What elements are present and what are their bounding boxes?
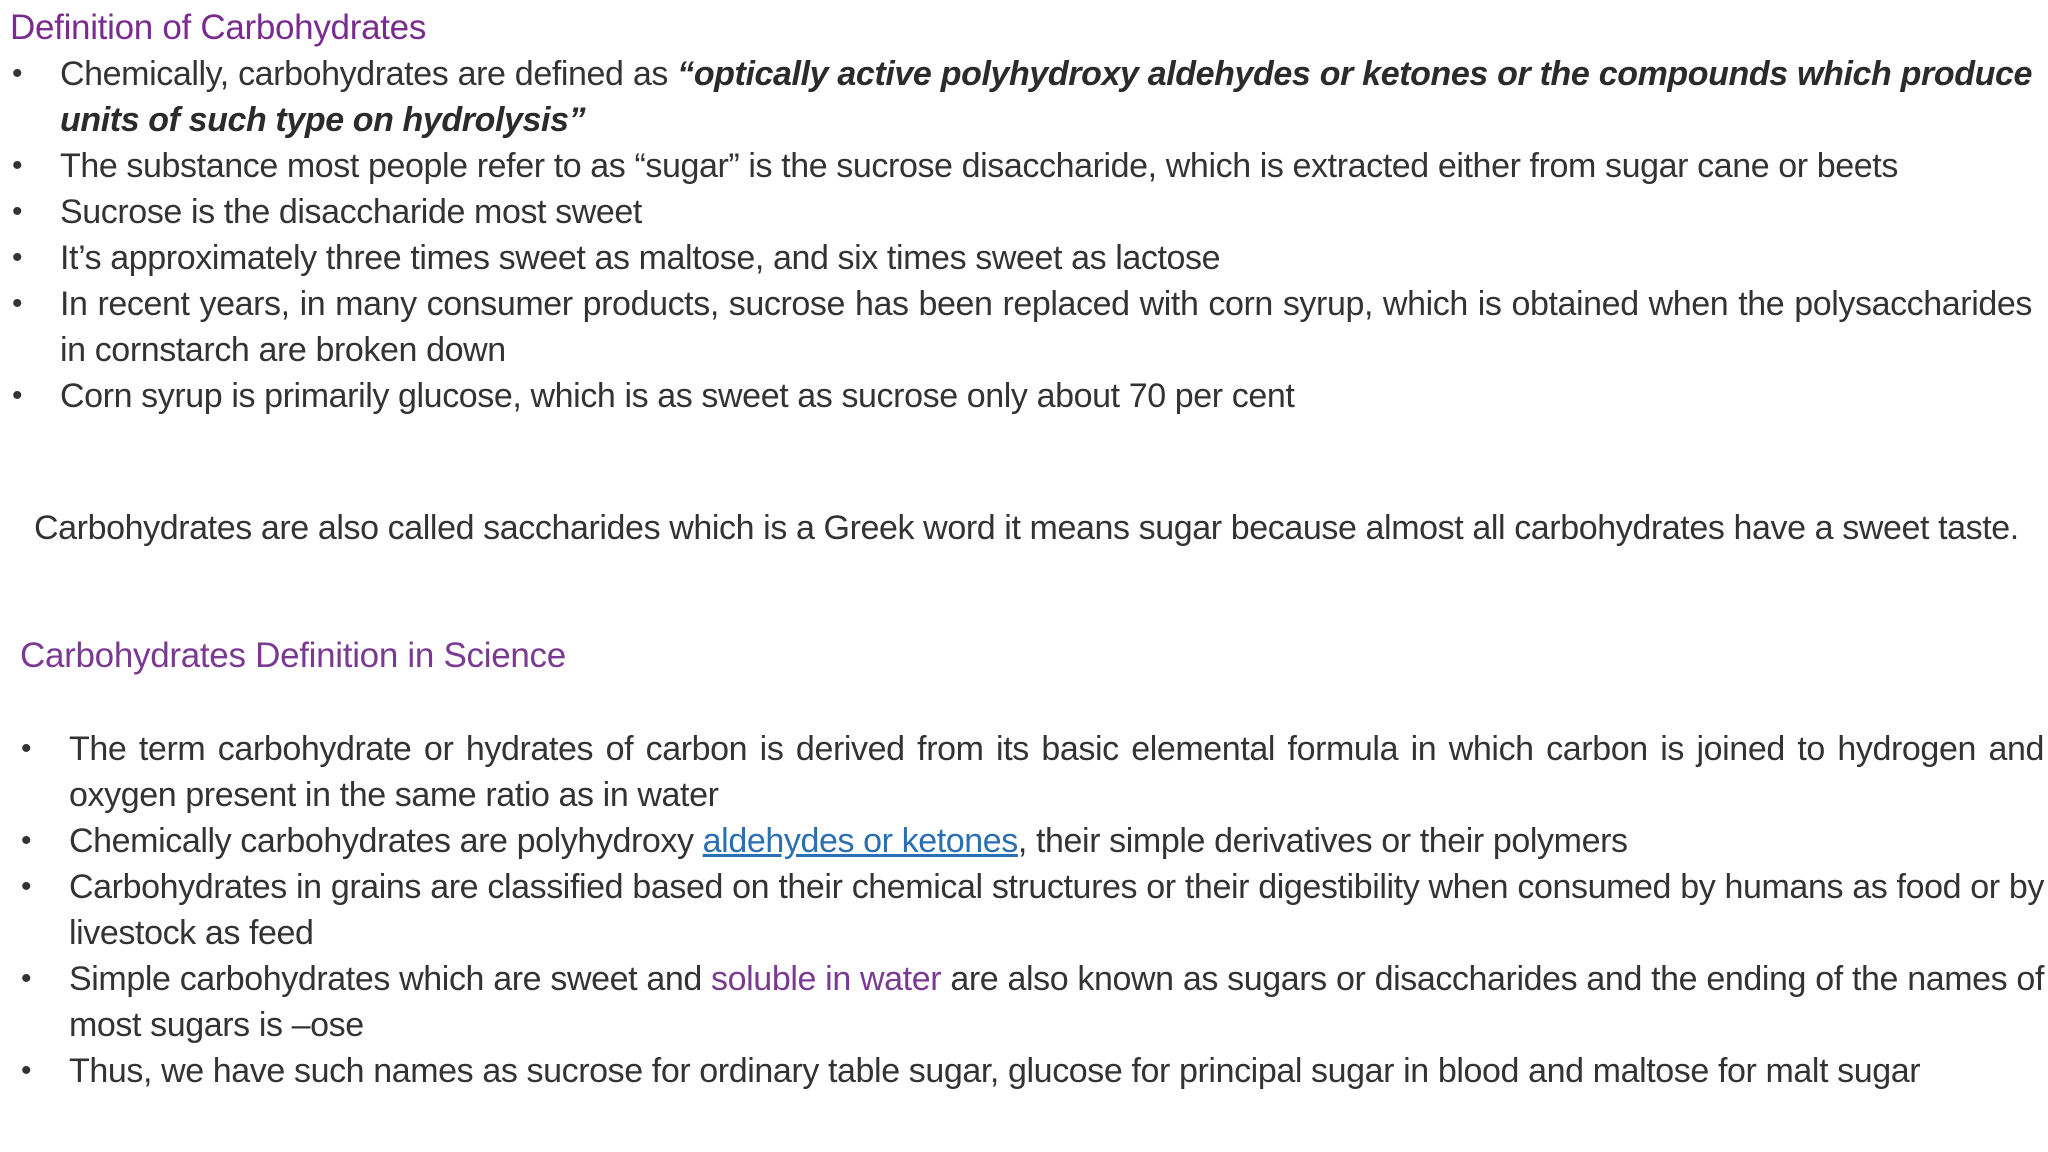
definition-bullet-list: [12, 51, 2032, 419]
bullet-icon: •: [21, 870, 32, 903]
list-item-text: Carbohydrates in grains are classified based on their chemical structures or their digestibility when consumed by humans as food or by livestock as feed: [69, 868, 2044, 952]
list-item-text: Chemically, carbohydrates are defined as: [60, 55, 678, 93]
list-item: [12, 143, 2032, 189]
list-item-text: It’s approximately three times sweet as maltose, and six times sweet as lactose: [60, 239, 1221, 277]
list-item-text: , their simple derivatives or their polymers: [1017, 822, 1628, 860]
list-item: [21, 818, 2044, 864]
list-item-text: The substance most people refer to as “sugar” is the sucrose disaccharide, which is extracted either from sugar cane or beets: [60, 147, 1898, 185]
bullet-icon: •: [21, 1054, 32, 1087]
bullet-icon: •: [12, 149, 23, 182]
list-item-text: Chemically carbohydrates are polyhydroxy: [69, 822, 703, 860]
list-item: [12, 235, 2032, 281]
list-item: [21, 1048, 2044, 1094]
list-item: [21, 864, 2044, 956]
list-item: [12, 281, 2032, 373]
list-item-text: Simple carbohydrates which are sweet and: [69, 960, 712, 998]
bullet-icon: •: [12, 57, 23, 90]
bullet-icon: •: [21, 732, 32, 765]
saccharides-paragraph: Carbohydrates are also called saccharides which is a Greek word it means sugar because almost all carbohydrates have a sweet taste.: [34, 509, 2019, 547]
list-item-text: are also known as sugars or disaccharides and the ending of the names of most sugars is –ose: [69, 960, 2044, 1044]
list-item: [21, 726, 2044, 818]
list-item: [12, 373, 2032, 419]
bullet-icon: •: [21, 824, 32, 857]
list-item-text: In recent years, in many consumer products, sucrose has been replaced with corn syrup, which is obtained when the polysaccharides in cornstarch are broken down: [60, 285, 2032, 369]
list-item-text: The term carbohydrate or hydrates of carbon is derived from its basic elemental formula in which carbon is joined to hydrogen and oxygen present in the same ratio as in water: [69, 730, 2044, 814]
list-item-text: Corn syrup is primarily glucose, which is as sweet as sucrose only about 70 per cent: [60, 377, 1295, 415]
bullet-icon: •: [12, 241, 23, 274]
aldehydes-ketones-link[interactable]: aldehydes or ketones: [702, 822, 1018, 860]
list-item-text: Sucrose is the disaccharide most sweet: [60, 193, 642, 231]
list-item: [12, 51, 2032, 143]
science-bullet-list: [21, 726, 2044, 1094]
list-item-text: Thus, we have such names as sucrose for ordinary table sugar, glucose for principal sugar in blood and maltose for malt sugar: [69, 1052, 1921, 1090]
section-heading-science: Carbohydrates Definition in Science: [20, 636, 566, 675]
bullet-icon: •: [21, 962, 32, 995]
definition-emphasis: “optically active polyhydroxy aldehydes or ketones or the compounds which produce units of such type on hydrolysis”: [60, 55, 2032, 139]
bullet-icon: •: [12, 195, 23, 228]
bullet-icon: •: [12, 287, 23, 320]
list-item: [21, 956, 2044, 1048]
bullet-icon: •: [12, 379, 23, 412]
section-heading-definition: Definition of Carbohydrates: [10, 8, 427, 47]
list-item: [12, 189, 2032, 235]
soluble-in-water-highlight: soluble in water: [711, 960, 942, 998]
